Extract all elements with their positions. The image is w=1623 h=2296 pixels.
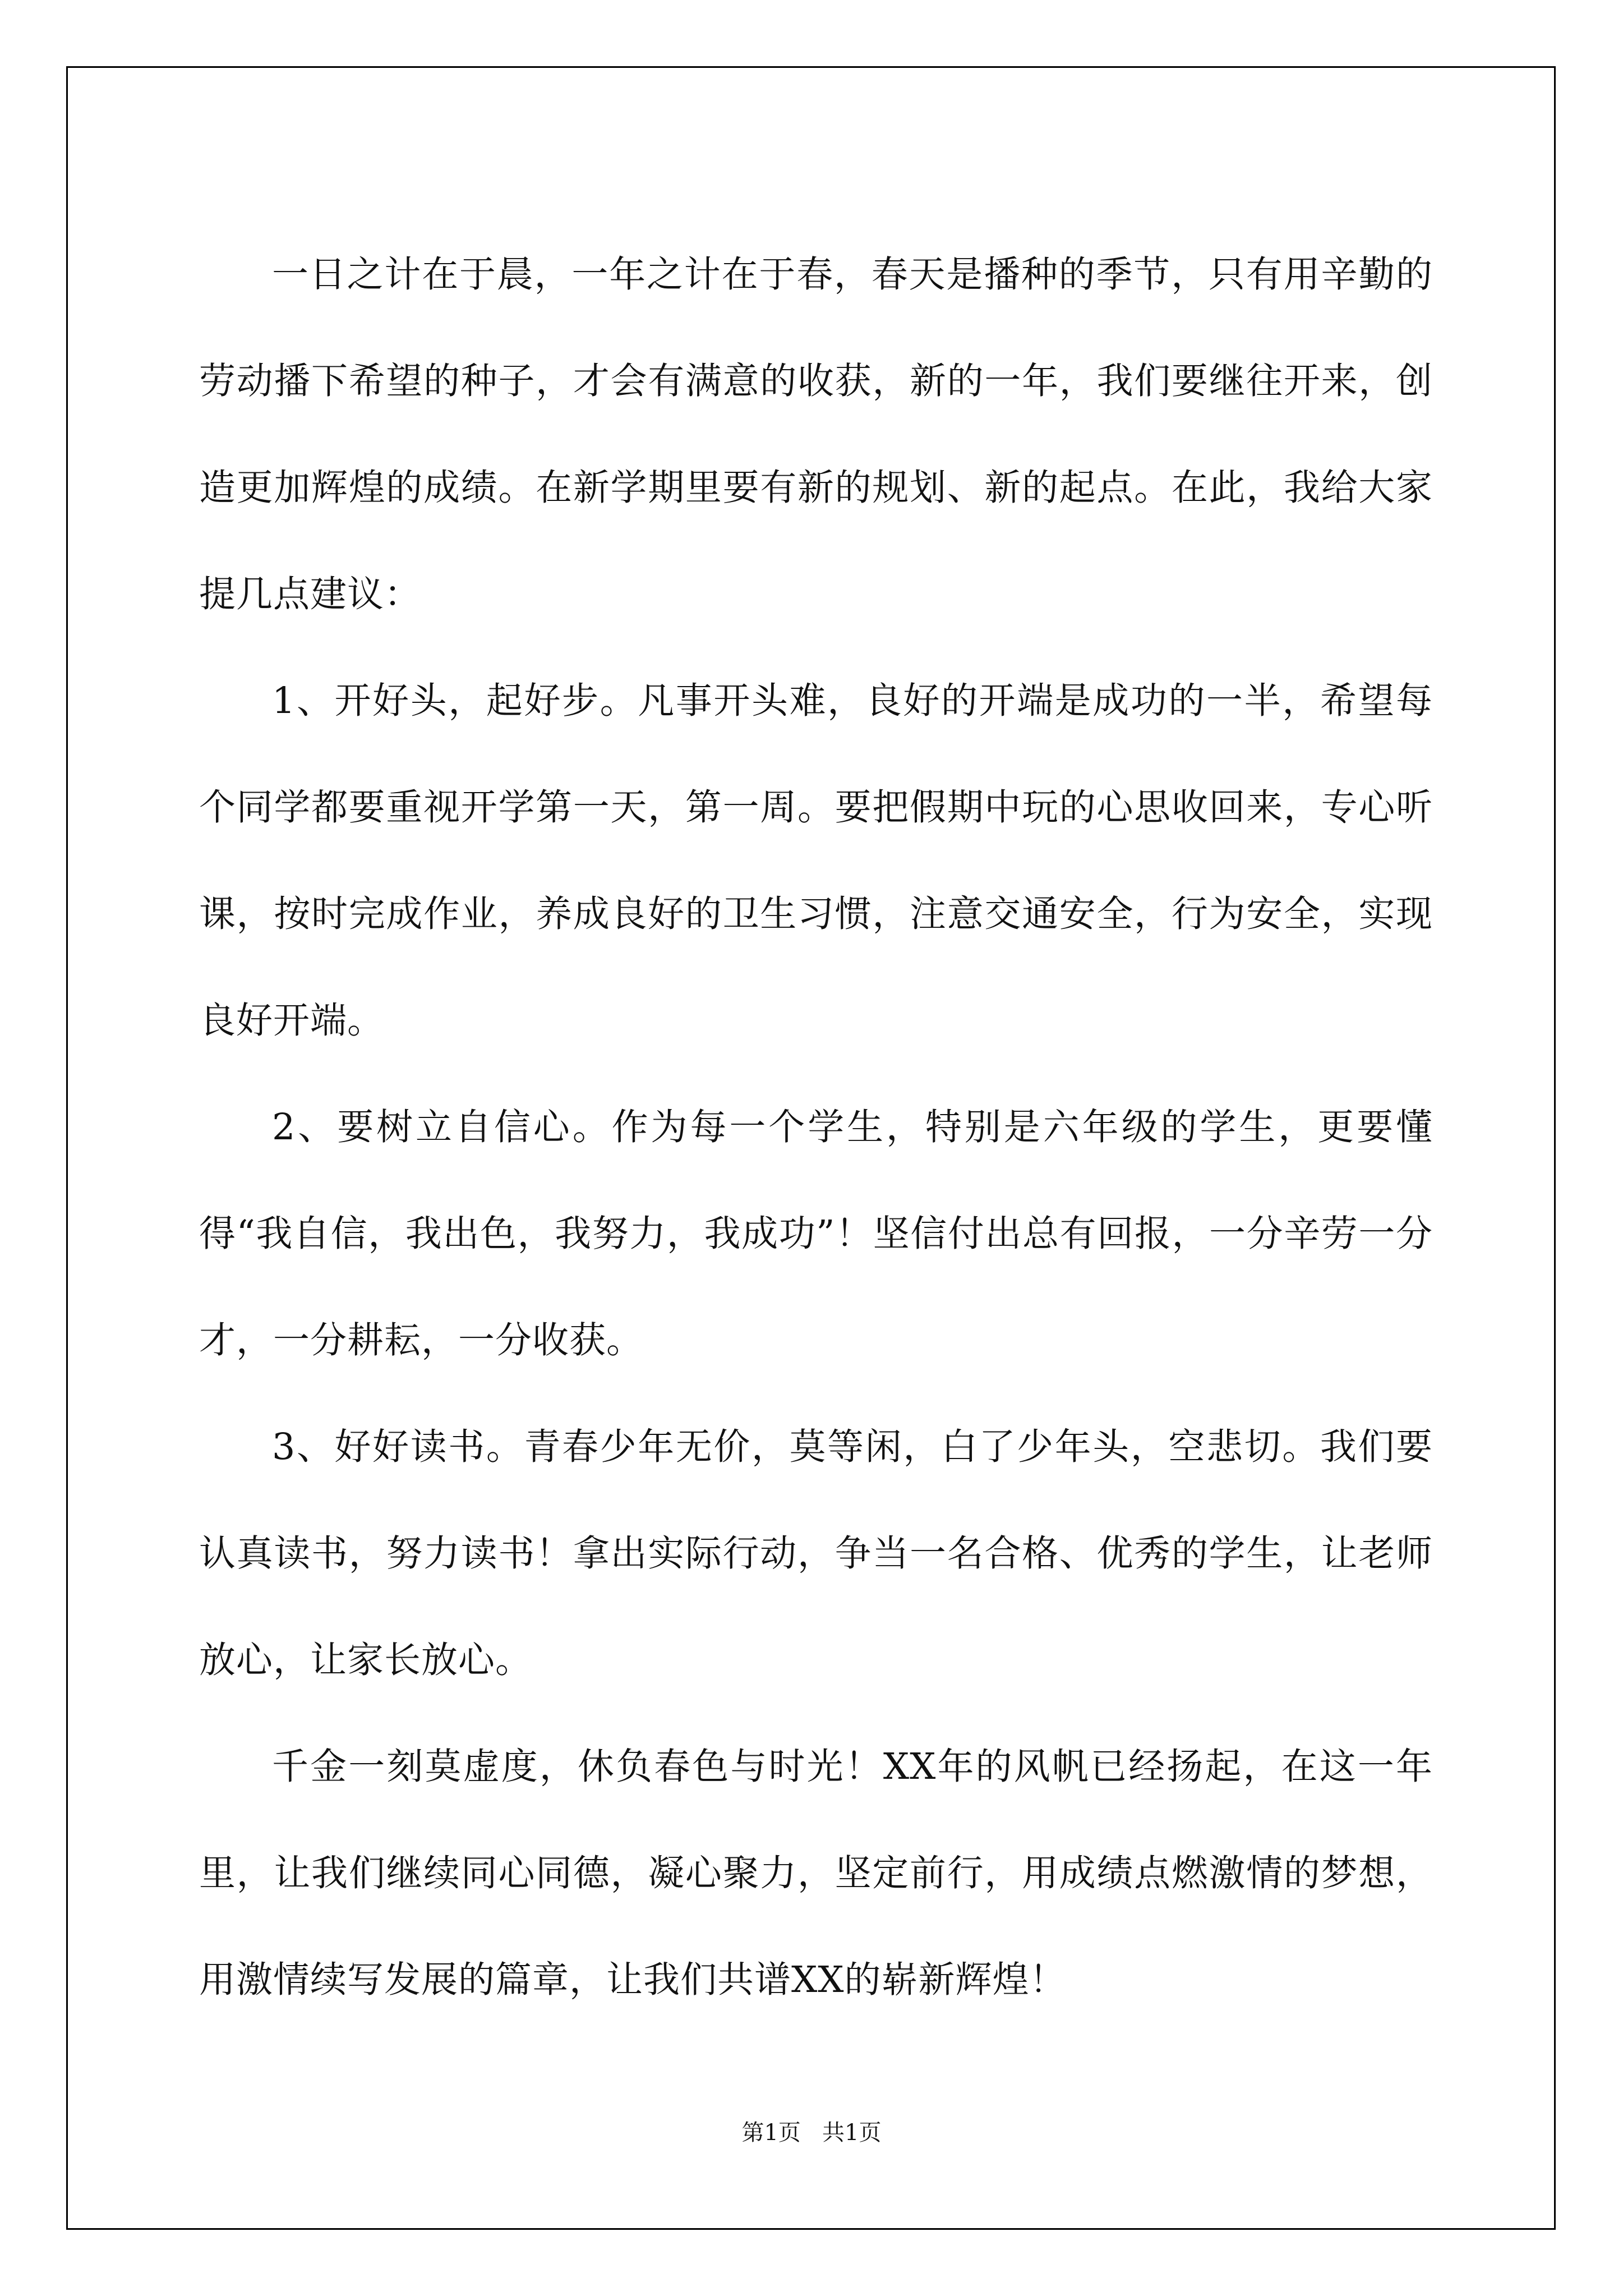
paragraph-suggestion-2: 2、要树立自信心。作为每一个学生，特别是六年级的学生，更要懂得“我自信，我出色，我努力，我成功”！坚信付出总有回报，一分辛劳一分才，一分耕耘，一分收获。 — [199, 1106, 1433, 1361]
paragraph-suggestion-3: 3、好好读书。青春少年无价，莫等闲，白了少年头，空悲切。我们要认真读书，努力读书！拿出实际行动，争当一名合格、优秀的学生，让老师放心，让家长放心。 — [199, 1426, 1433, 1681]
paragraph-suggestion-1: 1、开好头，起好步。凡事开头难，良好的开端是成功的一半，希望每个同学都要重视开学第一天，第一周。要把假期中玩的心思收回来，专心听课，按时完成作业，养成良好的卫生习惯，注意交通安全，行为安全，实现良好开端。 — [199, 680, 1433, 1042]
page-number: 第1页 共1页 — [741, 2120, 882, 2146]
document-body — [199, 222, 1433, 2033]
paragraph-intro: 一日之计在于晨，一年之计在于春，春天是播种的季节，只有用辛勤的劳动播下希望的种子，才会有满意的收获，新的一年，我们要继往开来，创造更加辉煌的成绩。在新学期里要有新的规划、新的起点。在此，我给大家提几点建议： — [199, 254, 1433, 615]
paragraph-conclusion: 千金一刻莫虚度，休负春色与时光！XX年的风帆已经扬起，在这一年里，让我们继续同心同德，凝心聚力，坚定前行，用成绩点燃激情的梦想，用激情续写发展的篇章，让我们共谱XX的崭新辉煌！ — [199, 1746, 1433, 2001]
